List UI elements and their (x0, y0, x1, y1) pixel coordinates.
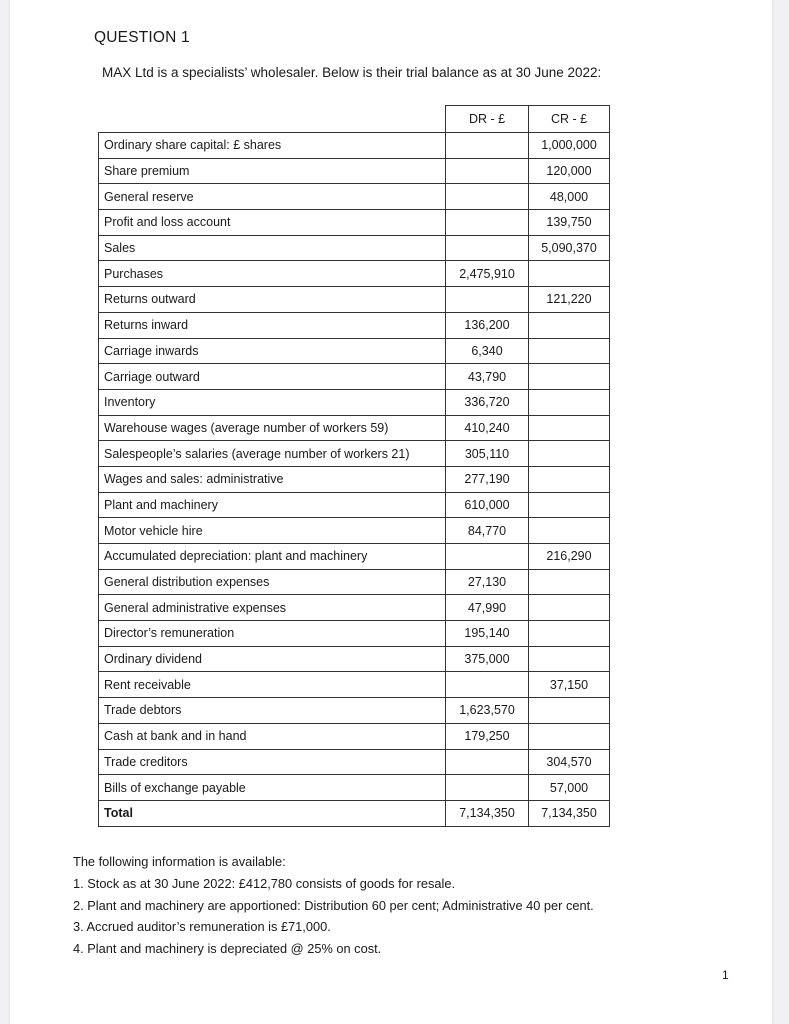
row-label: Ordinary dividend (99, 646, 446, 672)
info-item: 2. Plant and machinery are apportioned: Distribution 60 per cent; Administrative 40 per cent. (73, 897, 594, 913)
table-row (99, 133, 610, 159)
row-label: Inventory (99, 389, 446, 415)
row-dr-value (446, 749, 529, 775)
table-row (99, 287, 610, 313)
header-blank-cell (99, 106, 446, 133)
row-label: Carriage inwards (99, 338, 446, 364)
table-row (99, 492, 610, 518)
total-cr-value: 7,134,350 (529, 800, 610, 826)
row-cr-value (529, 261, 610, 287)
table-row (99, 235, 610, 261)
additional-information (73, 851, 594, 960)
row-label: General administrative expenses (99, 595, 446, 621)
row-label: Motor vehicle hire (99, 518, 446, 544)
table-row (99, 595, 610, 621)
row-dr-value (446, 158, 529, 184)
total-row (99, 800, 610, 826)
row-label: Purchases (99, 261, 446, 287)
row-label: Wages and sales: administrative (99, 466, 446, 492)
trial-balance-table (98, 105, 610, 827)
row-dr-value: 47,990 (446, 595, 529, 621)
row-cr-value (529, 492, 610, 518)
row-label: Carriage outward (99, 364, 446, 390)
info-item: 3. Accrued auditor’s remuneration is £71,000. (73, 919, 331, 935)
info-item: 1. Stock as at 30 June 2022: £412,780 consists of goods for resale. (73, 875, 456, 891)
table-body (99, 133, 610, 827)
row-label: Returns outward (99, 287, 446, 313)
row-cr-value (529, 312, 610, 338)
row-dr-value: 195,140 (446, 621, 529, 647)
table-row (99, 184, 610, 210)
total-label: Total (99, 800, 446, 826)
row-dr-value: 1,623,570 (446, 698, 529, 724)
row-dr-value: 2,475,910 (446, 261, 529, 287)
table-row (99, 544, 610, 570)
row-dr-value: 27,130 (446, 569, 529, 595)
row-label: Trade debtors (99, 698, 446, 724)
table-row (99, 261, 610, 287)
row-dr-value: 305,110 (446, 441, 529, 467)
table-row (99, 569, 610, 595)
intro-text: MAX Ltd is a specialists’ wholesaler. Below is their trial balance as at 30 June 2022: (102, 65, 602, 80)
header-dr: DR - £ (446, 106, 529, 133)
table-header-row (99, 106, 610, 133)
row-dr-value (446, 184, 529, 210)
header-cr: CR - £ (529, 106, 610, 133)
total-dr-value: 7,134,350 (446, 800, 529, 826)
row-cr-value (529, 518, 610, 544)
row-dr-value: 84,770 (446, 518, 529, 544)
row-label: Ordinary share capital: £ shares (99, 133, 446, 159)
row-label: General distribution expenses (99, 569, 446, 595)
table-row (99, 646, 610, 672)
table-row (99, 698, 610, 724)
row-cr-value: 48,000 (529, 184, 610, 210)
row-label: Share premium (99, 158, 446, 184)
question-heading: QUESTION 1 (94, 29, 190, 46)
row-cr-value (529, 646, 610, 672)
row-cr-value (529, 723, 610, 749)
table-row (99, 775, 610, 801)
table-row (99, 441, 610, 467)
row-cr-value: 216,290 (529, 544, 610, 570)
table-row (99, 312, 610, 338)
page-number: 1 (722, 968, 729, 982)
table-row (99, 621, 610, 647)
row-label: Rent receivable (99, 672, 446, 698)
row-cr-value (529, 389, 610, 415)
table-row (99, 723, 610, 749)
info-item: 4. Plant and machinery is depreciated @ 25% on cost. (73, 941, 382, 957)
table-row (99, 518, 610, 544)
row-label: Salespeople’s salaries (average number of workers 21) (99, 441, 446, 467)
row-label: Trade creditors (99, 749, 446, 775)
row-label: Sales (99, 235, 446, 261)
row-dr-value (446, 672, 529, 698)
row-label: Bills of exchange payable (99, 775, 446, 801)
row-cr-value: 304,570 (529, 749, 610, 775)
row-label: Warehouse wages (average number of workers 59) (99, 415, 446, 441)
row-dr-value (446, 544, 529, 570)
row-dr-value (446, 287, 529, 313)
row-dr-value (446, 775, 529, 801)
row-cr-value: 120,000 (529, 158, 610, 184)
row-cr-value: 37,150 (529, 672, 610, 698)
row-dr-value: 179,250 (446, 723, 529, 749)
row-label: General reserve (99, 184, 446, 210)
row-dr-value (446, 133, 529, 159)
row-cr-value (529, 338, 610, 364)
table-row (99, 364, 610, 390)
row-dr-value: 336,720 (446, 389, 529, 415)
row-label: Accumulated depreciation: plant and machinery (99, 544, 446, 570)
table-row (99, 338, 610, 364)
table-row (99, 415, 610, 441)
row-label: Cash at bank and in hand (99, 723, 446, 749)
table-row (99, 466, 610, 492)
row-cr-value (529, 569, 610, 595)
row-dr-value (446, 210, 529, 236)
row-cr-value: 5,090,370 (529, 235, 610, 261)
row-cr-value (529, 441, 610, 467)
row-cr-value (529, 466, 610, 492)
row-cr-value: 121,220 (529, 287, 610, 313)
row-cr-value (529, 698, 610, 724)
info-lead: The following information is available: (73, 854, 286, 869)
table-row (99, 158, 610, 184)
row-label: Plant and machinery (99, 492, 446, 518)
table-row (99, 389, 610, 415)
table-row (99, 672, 610, 698)
document-page (10, 0, 772, 1024)
row-cr-value: 1,000,000 (529, 133, 610, 159)
row-cr-value: 139,750 (529, 210, 610, 236)
row-cr-value (529, 364, 610, 390)
row-dr-value: 610,000 (446, 492, 529, 518)
row-dr-value: 277,190 (446, 466, 529, 492)
row-label: Profit and loss account (99, 210, 446, 236)
row-cr-value (529, 621, 610, 647)
row-cr-value: 57,000 (529, 775, 610, 801)
row-label: Director’s remuneration (99, 621, 446, 647)
row-label: Returns inward (99, 312, 446, 338)
row-dr-value: 6,340 (446, 338, 529, 364)
row-cr-value (529, 595, 610, 621)
table-row (99, 210, 610, 236)
row-dr-value: 43,790 (446, 364, 529, 390)
row-dr-value (446, 235, 529, 261)
table-row (99, 749, 610, 775)
row-dr-value: 410,240 (446, 415, 529, 441)
row-dr-value: 136,200 (446, 312, 529, 338)
row-cr-value (529, 415, 610, 441)
row-dr-value: 375,000 (446, 646, 529, 672)
